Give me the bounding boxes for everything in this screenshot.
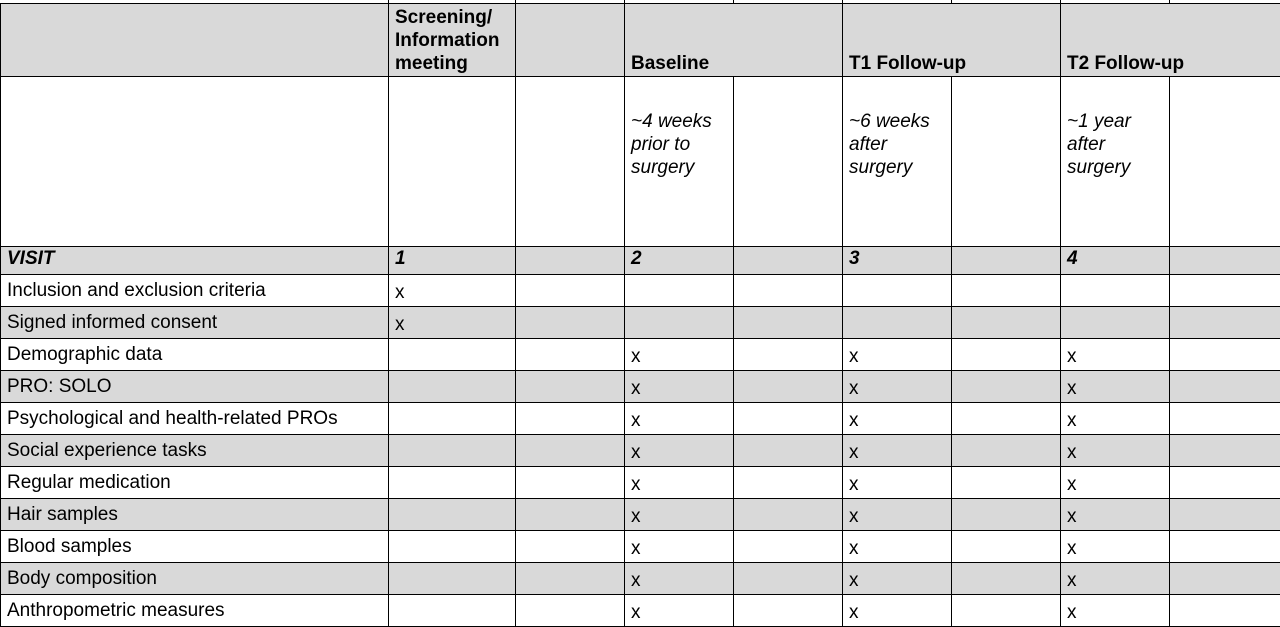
empty-cell <box>1170 339 1280 371</box>
cell-baseline: x <box>625 531 734 563</box>
cell-baseline: x <box>625 467 734 499</box>
table-row <box>1 531 1280 563</box>
empty-cell <box>734 499 843 531</box>
header-empty-cell <box>1 4 389 77</box>
cell-t1: x <box>843 339 952 371</box>
empty-cell <box>1170 371 1280 403</box>
empty-cell <box>952 467 1061 499</box>
cell-t2: x <box>1061 467 1170 499</box>
cell-screening <box>389 403 516 435</box>
cell-t1 <box>843 307 952 339</box>
timing-empty-cell <box>1170 77 1280 247</box>
activity-label: Blood samples <box>1 531 389 563</box>
cell-baseline: x <box>625 371 734 403</box>
cell-t1: x <box>843 467 952 499</box>
visit-t2: 4 <box>1061 247 1170 275</box>
activity-label: Signed informed consent <box>1 307 389 339</box>
empty-cell <box>952 435 1061 467</box>
header-t2: T2 Follow-up <box>1061 4 1280 77</box>
table-row <box>1 275 1280 307</box>
activity-label: Inclusion and exclusion criteria <box>1 275 389 307</box>
empty-cell <box>952 339 1061 371</box>
activity-label: PRO: SOLO <box>1 371 389 403</box>
cell-t2: x <box>1061 435 1170 467</box>
empty-cell <box>952 275 1061 307</box>
visit-screening: 1 <box>389 247 516 275</box>
empty-cell <box>1170 467 1280 499</box>
cell-t2: x <box>1061 403 1170 435</box>
empty-cell <box>516 563 625 595</box>
header-screening: Screening/ Information meeting <box>389 4 516 77</box>
timing-baseline: ~4 weeks prior to surgery <box>625 77 734 247</box>
table-row <box>1 339 1280 371</box>
empty-cell <box>952 403 1061 435</box>
cell-screening <box>389 531 516 563</box>
activity-label: Social experience tasks <box>1 435 389 467</box>
cell-screening <box>389 371 516 403</box>
empty-cell <box>952 307 1061 339</box>
empty-cell <box>516 371 625 403</box>
timing-empty-cell <box>1 77 389 247</box>
visit-empty-cell <box>1170 247 1280 275</box>
visit-empty-cell <box>734 247 843 275</box>
cell-t1: x <box>843 371 952 403</box>
visit-t1: 3 <box>843 247 952 275</box>
empty-cell <box>734 403 843 435</box>
empty-cell <box>952 563 1061 595</box>
cell-screening <box>389 339 516 371</box>
cell-baseline: x <box>625 563 734 595</box>
cell-t2: x <box>1061 499 1170 531</box>
cell-baseline: x <box>625 499 734 531</box>
cell-screening <box>389 435 516 467</box>
cell-screening <box>389 595 516 627</box>
visit-row <box>1 247 1280 275</box>
empty-cell <box>516 339 625 371</box>
activity-label: Demographic data <box>1 339 389 371</box>
table-row <box>1 403 1280 435</box>
activity-label: Hair samples <box>1 499 389 531</box>
table-row <box>1 307 1280 339</box>
timing-empty-cell <box>516 77 625 247</box>
cell-t1: x <box>843 563 952 595</box>
timing-empty-cell <box>952 77 1061 247</box>
empty-cell <box>734 467 843 499</box>
visit-empty-cell <box>952 247 1061 275</box>
cell-screening <box>389 467 516 499</box>
cell-screening <box>389 563 516 595</box>
empty-cell <box>734 275 843 307</box>
cell-screening <box>389 499 516 531</box>
cell-t1: x <box>843 499 952 531</box>
header-t1: T1 Follow-up <box>843 4 1061 77</box>
cell-t1: x <box>843 435 952 467</box>
empty-cell <box>516 499 625 531</box>
empty-cell <box>734 563 843 595</box>
cell-baseline <box>625 275 734 307</box>
cell-baseline: x <box>625 403 734 435</box>
cell-t1: x <box>843 531 952 563</box>
empty-cell <box>734 339 843 371</box>
header-baseline: Baseline <box>625 4 843 77</box>
header-row <box>1 4 1280 77</box>
empty-cell <box>734 531 843 563</box>
visit-baseline: 2 <box>625 247 734 275</box>
timing-empty-cell <box>734 77 843 247</box>
cell-screening: x <box>389 307 516 339</box>
activity-label: Psychological and health-related PROs <box>1 403 389 435</box>
timing-empty-cell <box>389 77 516 247</box>
empty-cell <box>1170 531 1280 563</box>
empty-cell <box>516 403 625 435</box>
empty-cell <box>734 595 843 627</box>
cell-t2: x <box>1061 531 1170 563</box>
cell-t2: x <box>1061 371 1170 403</box>
empty-cell <box>516 595 625 627</box>
cell-baseline: x <box>625 339 734 371</box>
table-row <box>1 435 1280 467</box>
schedule-table <box>0 3 1280 627</box>
timing-row <box>1 77 1280 247</box>
cell-t2: x <box>1061 339 1170 371</box>
timing-t1: ~6 weeks after surgery <box>843 77 952 247</box>
table-row <box>1 499 1280 531</box>
empty-cell <box>516 307 625 339</box>
empty-cell <box>1170 563 1280 595</box>
cell-t2: x <box>1061 595 1170 627</box>
timing-t2: ~1 year after surgery <box>1061 77 1170 247</box>
empty-cell <box>952 595 1061 627</box>
empty-cell <box>952 371 1061 403</box>
empty-cell <box>1170 435 1280 467</box>
header-empty-cell <box>516 4 625 77</box>
cell-baseline: x <box>625 435 734 467</box>
activity-label: Body composition <box>1 563 389 595</box>
activity-label: Regular medication <box>1 467 389 499</box>
empty-cell <box>952 531 1061 563</box>
empty-cell <box>1170 595 1280 627</box>
cell-t1 <box>843 275 952 307</box>
visit-empty-cell <box>516 247 625 275</box>
empty-cell <box>516 467 625 499</box>
table-row <box>1 595 1280 627</box>
cell-baseline <box>625 307 734 339</box>
table-row <box>1 467 1280 499</box>
empty-cell <box>1170 307 1280 339</box>
cell-screening: x <box>389 275 516 307</box>
cell-t1: x <box>843 403 952 435</box>
cell-t2 <box>1061 275 1170 307</box>
empty-cell <box>516 531 625 563</box>
empty-cell <box>1170 403 1280 435</box>
cell-t2 <box>1061 307 1170 339</box>
table-row <box>1 563 1280 595</box>
cell-t2: x <box>1061 563 1170 595</box>
empty-cell <box>734 307 843 339</box>
table-row <box>1 371 1280 403</box>
empty-cell <box>734 435 843 467</box>
activity-label: Anthropometric measures <box>1 595 389 627</box>
visit-label: VISIT <box>1 247 389 275</box>
empty-cell <box>734 371 843 403</box>
empty-cell <box>516 275 625 307</box>
cell-t1: x <box>843 595 952 627</box>
empty-cell <box>1170 275 1280 307</box>
cell-baseline: x <box>625 595 734 627</box>
empty-cell <box>952 499 1061 531</box>
empty-cell <box>1170 499 1280 531</box>
empty-cell <box>516 435 625 467</box>
